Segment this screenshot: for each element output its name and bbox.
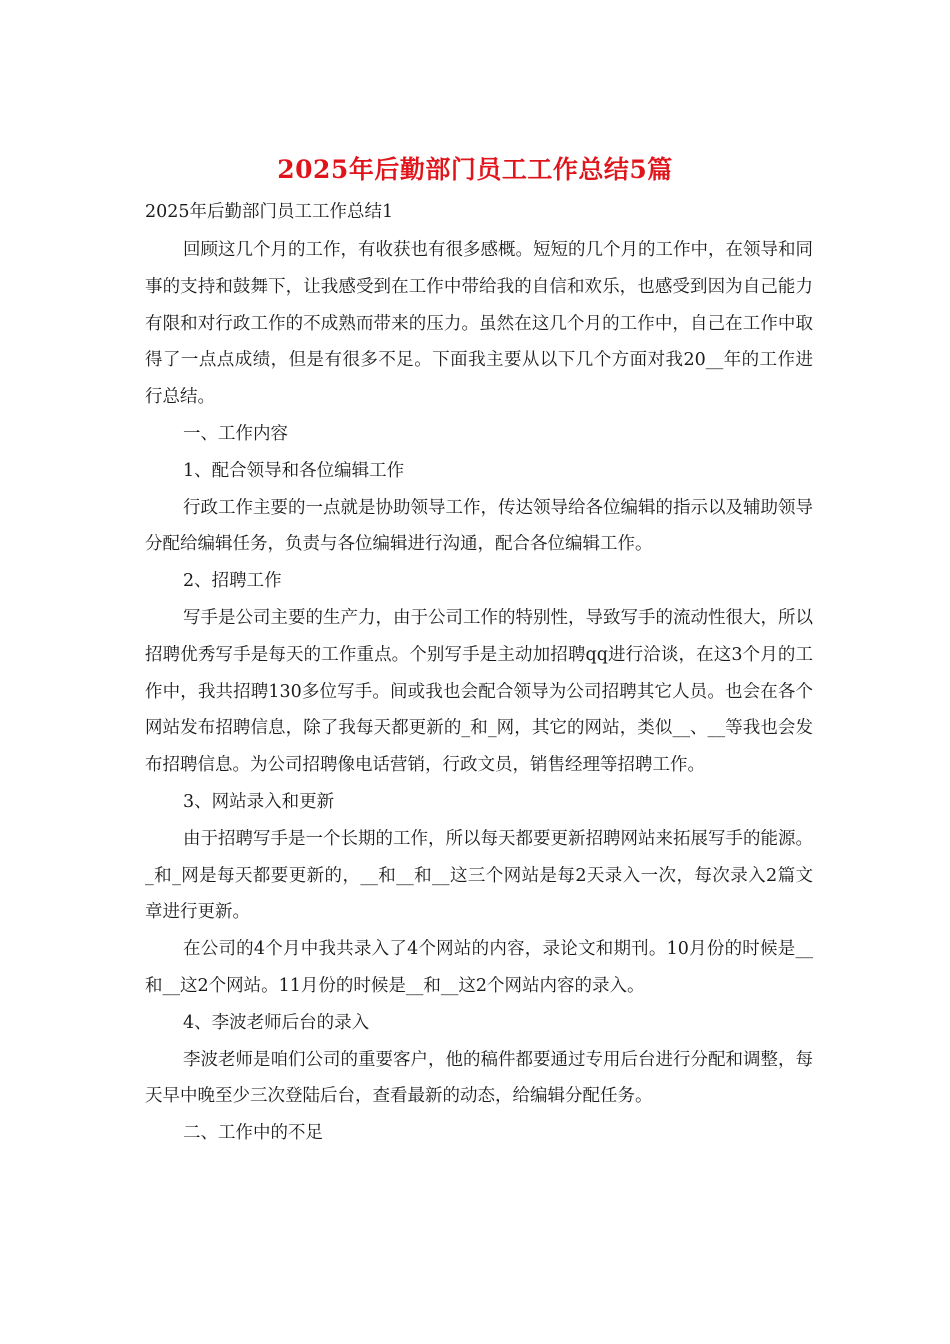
heading-work-content: 一、工作内容 [183, 423, 288, 444]
paragraph-backend-entry: 李波老师是咱们公司的重要客户，他的稿件都要通过专用后台进行分配和调整，每天早中晚至少三次登陆后台，查看最新的动态，给编辑分配任务。 [145, 1049, 813, 1107]
paragraph-website-update: 由于招聘写手是一个长期的工作，所以每天都要更新招聘网站来拓展写手的能源。_和_网是每天都要更新的，__和__和__这三个网站是每2天录入一次，每次录入2篇文章进行更新。 [145, 828, 813, 923]
heading-backend-entry: 4、李波老师后台的录入 [183, 1012, 370, 1033]
heading-shortcomings: 二、工作中的不足 [183, 1123, 323, 1144]
paragraph-intro: 回顾这几个月的工作，有收获也有很多感概。短短的几个月的工作中，在领导和同事的支持和鼓舞下，让我感受到在工作中带给我的自信和欢乐，也感受到因为自己能力有限和对行政工作的不成熟而带来的压力。虽然在这几个月的工作中，自己在工作中取得了一点点成绩，但是有很多不足。下面我主要从以下几个方面对我20__年的工作进行总结。 [145, 240, 813, 408]
section-subtitle: 2025年后勤部门员工工作总结1 [145, 202, 394, 222]
document-title: 2025年后勤部门员工工作总结5篇 [277, 155, 673, 184]
paragraph-website-entries: 在公司的4个月中我共录入了4个网站的内容，录论文和期刊。10月份的时候是__和__这2个网站。11月份的时候是__和__这2个网站内容的录入。 [145, 939, 813, 996]
heading-website-update: 3、网站录入和更新 [183, 791, 335, 812]
heading-recruitment: 2、招聘工作 [183, 571, 282, 592]
heading-cooperate-editors: 1、配合领导和各位编辑工作 [183, 460, 405, 481]
paragraph-recruitment: 写手是公司主要的生产力，由于公司工作的特别性，导致写手的流动性很大，所以招聘优秀写手是每天的工作重点。个别写手是主动加招聘qq进行洽谈，在这3个月的工作中，我共招聘130多位写手。间或我也会配合领导为公司招聘其它人员。也会在各个网站发布招聘信息，除了我每天都更新的_和_网，其它的网站，类似__、__等我也会发布招聘信息。为公司招聘像电话营销，行政文员，销售经理等招聘工作。 [145, 607, 813, 776]
paragraph-cooperate-editors: 行政工作主要的一点就是协助领导工作，传达领导给各位编辑的指示以及辅助领导分配给编辑任务，负责与各位编辑进行沟通，配合各位编辑工作。 [145, 497, 813, 555]
document-body [145, 197, 813, 1152]
